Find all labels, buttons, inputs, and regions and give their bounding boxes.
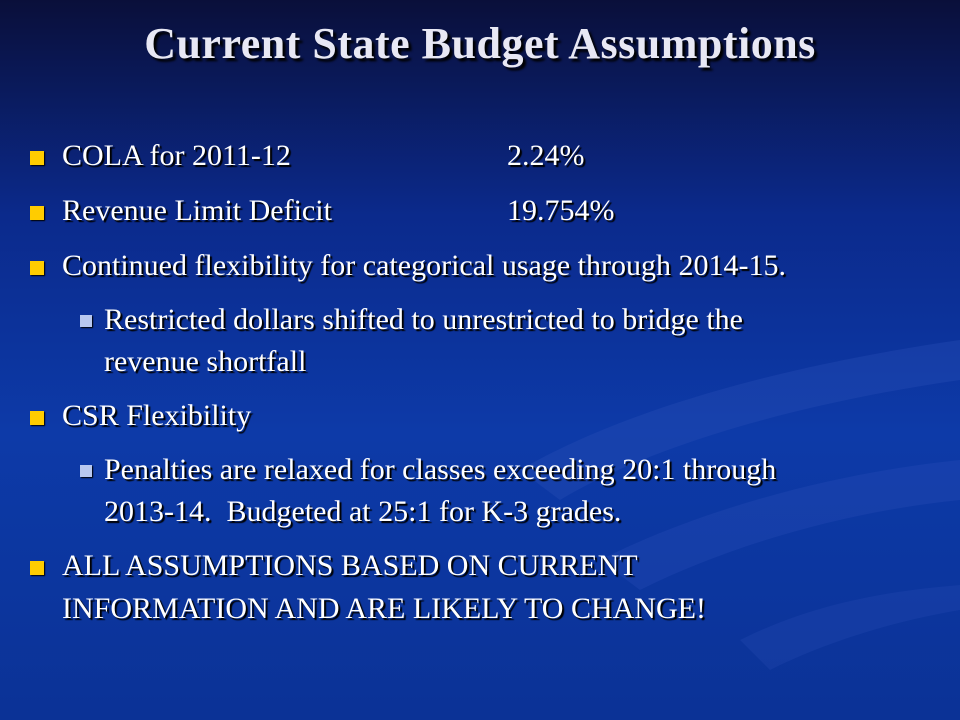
bullet-cola-value: 2.24% (507, 139, 585, 172)
bullet-marker (30, 206, 44, 220)
sub-bullet-penalties-line2: 2013-14. Budgeted at 25:1 for K-3 grades. (104, 495, 622, 528)
sub-bullet-restricted-line2: revenue shortfall (104, 345, 307, 378)
bullet-revenue-value: 19.754% (507, 194, 615, 227)
bullet-marker (30, 411, 44, 425)
bullet-marker (30, 561, 44, 575)
sub-bullet-marker (80, 315, 92, 327)
sub-bullet-penalties-line1: Penalties are relaxed for classes exceeding 20:1 through (104, 453, 777, 486)
bullet-flexibility: Continued flexibility for categorical usage through 2014-15. (62, 249, 786, 282)
bullet-cola-label: COLA for 2011-12 (62, 139, 291, 172)
bullet-assumptions-line2: INFORMATION AND ARE LIKELY TO CHANGE! (62, 592, 706, 625)
bullet-csr: CSR Flexibility (62, 399, 252, 432)
bullet-assumptions-line1: ALL ASSUMPTIONS BASED ON CURRENT (62, 549, 638, 582)
slide-title: Current State Budget Assumptions (144, 19, 816, 68)
sub-bullet-restricted-line1: Restricted dollars shifted to unrestricted to bridge the (104, 303, 743, 336)
bullet-marker (30, 261, 44, 275)
bullet-revenue-label: Revenue Limit Deficit (62, 194, 332, 227)
bullet-marker (30, 151, 44, 165)
sub-bullet-marker (80, 465, 92, 477)
